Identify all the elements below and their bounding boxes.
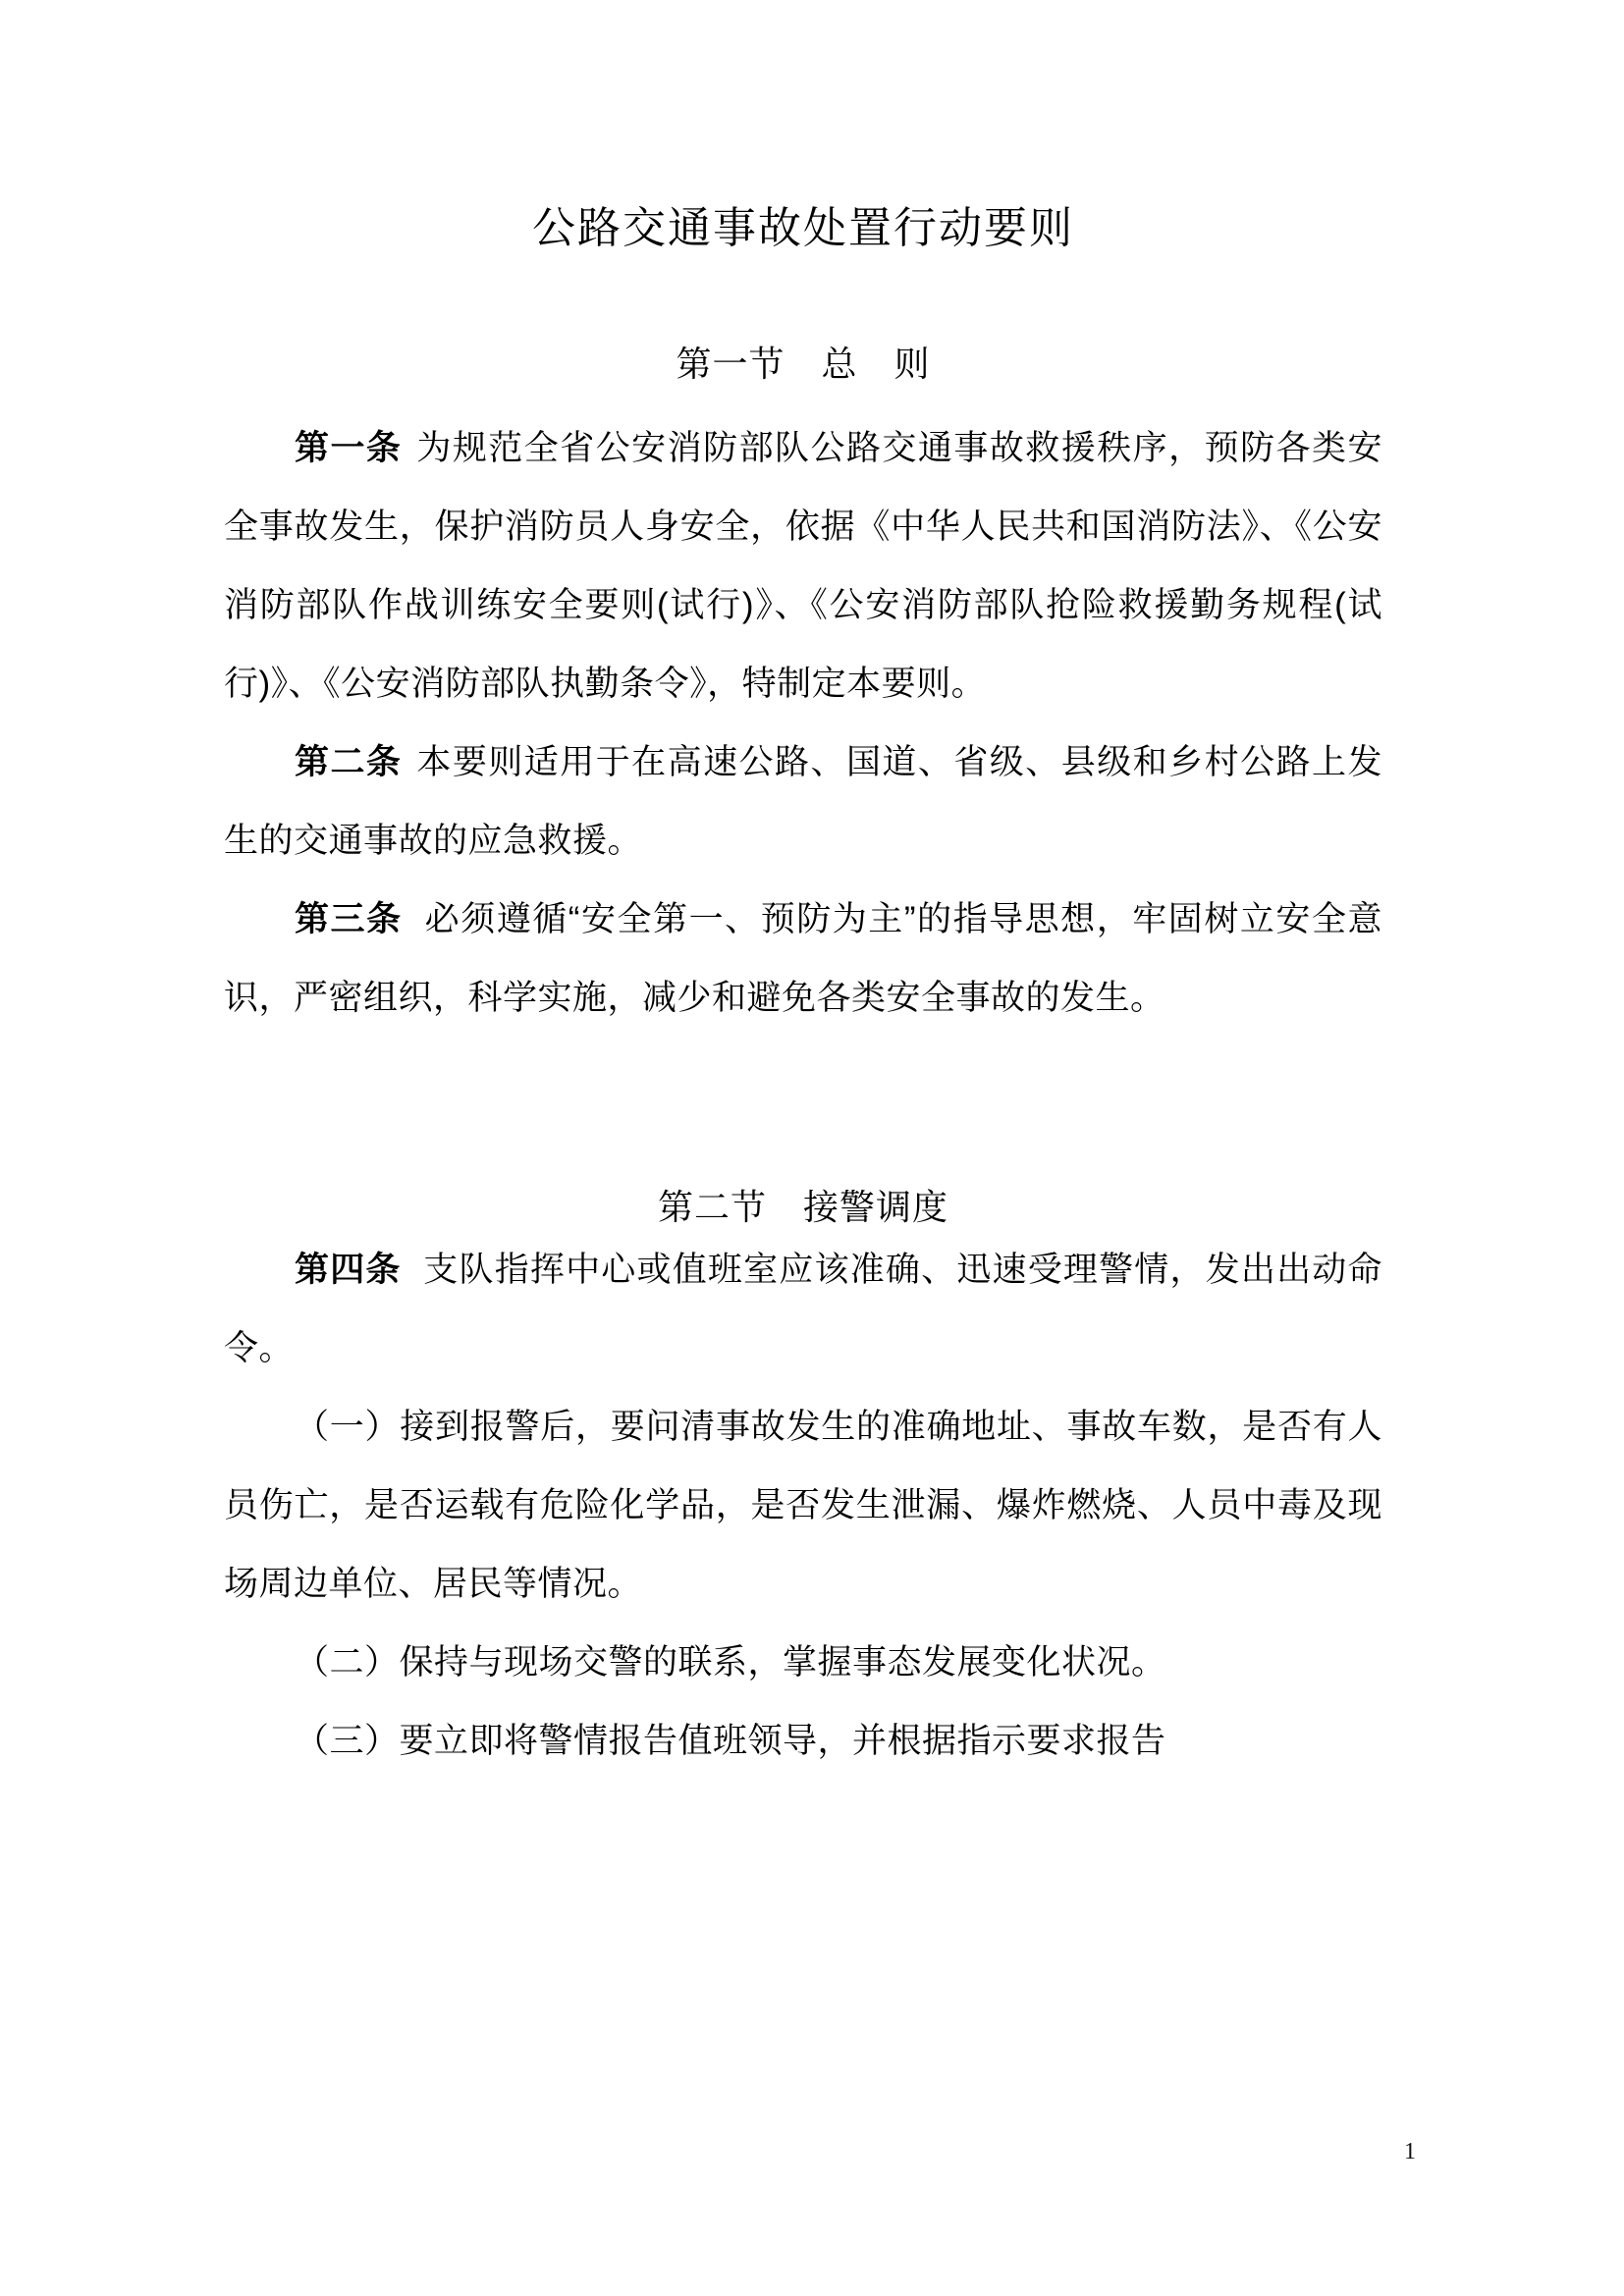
list-item: （一）接到报警后，要问清事故发生的准确地址、事故车数，是否有人员伤亡，是否运载有危险化学品，是否发生泄漏、爆炸燃烧、人员中毒及现场周边单位、居民等情况。	[224, 1407, 1382, 1603]
document-content	[224, 0, 1382, 1781]
page-title: 公路交通事故处置行动要则	[532, 204, 1074, 252]
article-4	[224, 1231, 1382, 1388]
page-number: 1	[1404, 2139, 1416, 2164]
article-3	[224, 881, 1382, 1038]
article-1-text: 为规范全省公安消防部队公路交通事故救援秩序，预防各类安全事故发生，保护消防员人身安全，依据《中华人民共和国消防法》、《公安消防部队作战训练安全要则(试行)》、《公安消防部队抢险救援勤务规程(试行)》、《公安消防部队执勤条令》，特制定本要则。	[224, 428, 1382, 703]
article-2-label: 第二条	[295, 742, 403, 781]
section-heading-2: 第二节 接警调度	[657, 1187, 948, 1227]
article-1-label: 第一条	[295, 428, 403, 467]
list-item: （二）保持与现场交警的联系，掌握事态发展变化状况。	[295, 1642, 1166, 1682]
article-3-label: 第三条	[295, 899, 403, 938]
section-heading-1: 第一节 总 则	[676, 345, 931, 384]
article-2-text: 本要则适用于在高速公路、国道、省级、县级和乡村公路上发生的交通事故的应急救援。	[224, 742, 1382, 860]
article-3-text: 必须遵循“安全第一、预防为主”的指导思想，牢固树立安全意识，严密组织，科学实施，减少和避免各类安全事故的发生。	[224, 899, 1382, 1017]
list-item: （三）要立即将警情报告值班领导，并根据指示要求报告	[295, 1721, 1166, 1760]
article-1	[224, 409, 1382, 723]
article-2	[224, 723, 1382, 881]
article-4-label: 第四条	[295, 1250, 402, 1289]
article-4-text: 支队指挥中心或值班室应该准确、迅速受理警情，发出出动命令。	[224, 1250, 1382, 1367]
